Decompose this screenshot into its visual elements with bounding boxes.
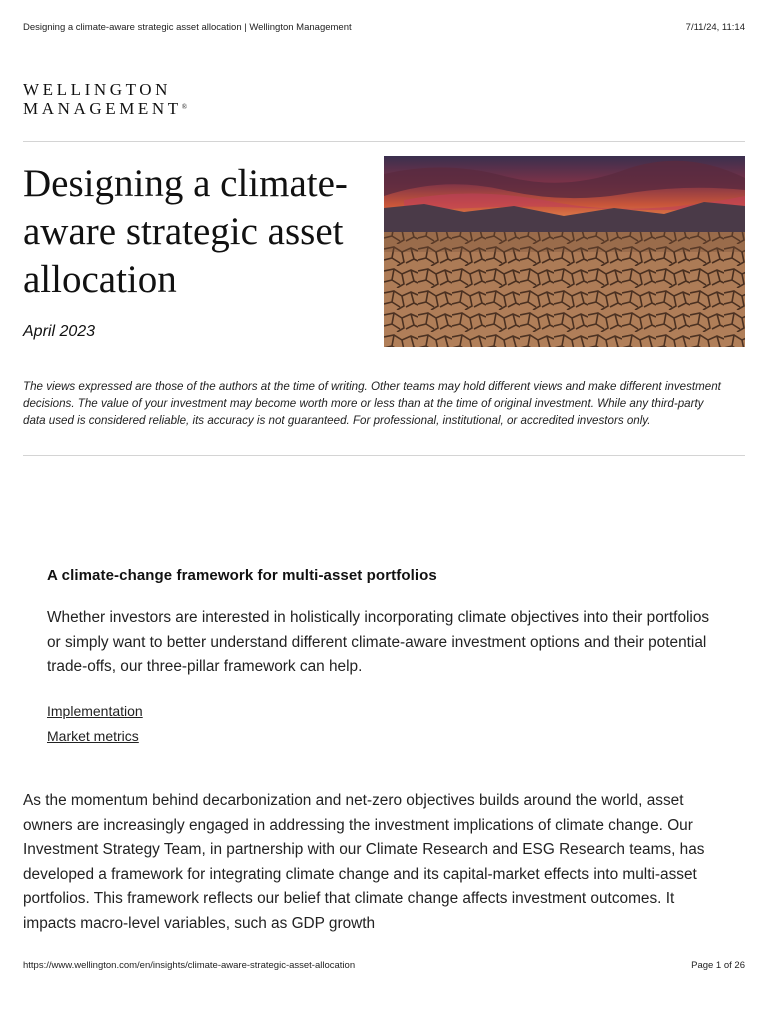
link-implementation[interactable]: Implementation [47,703,143,719]
link-market-metrics[interactable]: Market metrics [47,728,139,744]
article-date: April 2023 [23,323,96,340]
print-footer-page: Page 1 of 26 [691,960,745,971]
print-header [23,22,745,33]
section-heading: A climate-change framework for multi-asset portfolios [47,567,437,584]
hero-image-cracked-earth-sunset [384,156,745,347]
section-intro: Whether investors are interested in holistically incorporating climate objectives into their portfolios or simply want to better understand different climate-aware investment options and their potential trade-offs, our three-pillar framework can help. [47,609,710,675]
section-links [47,699,143,749]
wellington-management-logo[interactable] [23,80,187,118]
print-footer-url: https://www.wellington.com/en/insights/climate-aware-strategic-asset-allocation [23,960,356,971]
disclaimer: The views expressed are those of the authors at the time of writing. Other teams may hold different views and make different investment decisions. The value of your investment may become worth more or less than at the time of original investment. While any third-party data used is considered reliable, its accuracy is not guaranteed. For professional, institutional, or accredited investors only. [23,380,721,427]
article-title: Designing a climate-aware strategic asset allocation [23,162,348,301]
header-divider [23,141,745,142]
print-header-datetime: 7/11/24, 11:14 [685,22,745,33]
logo-line-1: WELLINGTON [23,80,172,99]
logo-line-2: MANAGEMENT [23,99,182,118]
print-header-title: Designing a climate-aware strategic asset allocation | Wellington Management [23,22,352,33]
print-footer [23,960,745,971]
disclaimer-divider [23,455,745,456]
registered-mark: ® [181,103,188,111]
article-body-paragraph: As the momentum behind decarbonization and net-zero objectives builds around the world, asset owners are increasingly engaged in addressing the investment implications of climate change. Our Investment Strategy Team, in partnership with our Climate Research and ESG Research teams, has developed a framework for integrating climate change and its capital-market effects into multi-asset portfolios. This framework reflects our belief that climate change affects investment outcomes. It impacts macro-level variables, such as GDP growth [23,792,705,932]
